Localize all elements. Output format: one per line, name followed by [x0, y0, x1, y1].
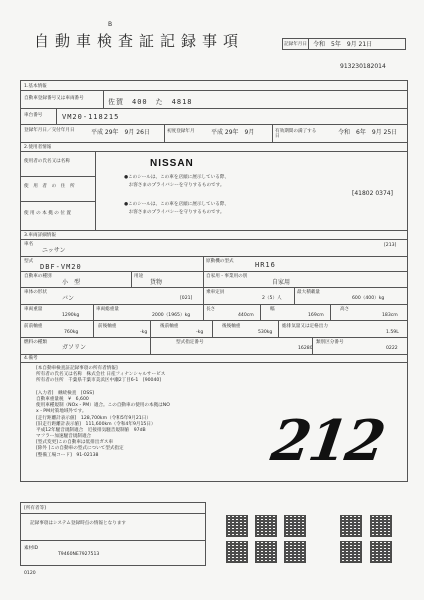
kind-label: 自動車の種別	[24, 274, 52, 279]
displacement: 1.59L	[386, 330, 399, 335]
remark-line: 所有者の住所 千葉県千葉市美浜区中瀬2丁目6-1 [90040]	[36, 378, 162, 384]
weight: 1290kg	[62, 313, 80, 318]
qr-code-9	[340, 541, 362, 563]
expiry-date: 令和 6年 9月 25日	[338, 129, 398, 136]
front-axle-label: 前前軸重	[24, 324, 43, 329]
privacy-notice-1: ●このシールは、この車を店頭に展示している際、	[124, 175, 229, 180]
qr-code-6	[226, 541, 248, 563]
qr-code-7	[255, 541, 277, 563]
remark-line: [旧走行距離計表示値] 111,600km（令和4年9月15日）	[36, 421, 156, 427]
qr-code-10	[370, 541, 392, 563]
capacity: 2（5）人	[262, 296, 282, 301]
remark-line: [入力者] 継続検査 [OSS]	[36, 390, 94, 396]
kind: 小 型	[62, 279, 81, 286]
capacity-label: 乗車定員	[206, 290, 225, 295]
first-year: 平成 29年 9月	[211, 129, 255, 136]
front-mid-axle: -kg	[140, 330, 148, 335]
reg-no-label: 自動車登録番号又は車両番号	[24, 96, 84, 101]
engine: HR16	[255, 261, 276, 269]
remark-line: [本自動車検査証記録事項の所有者情報]	[36, 366, 118, 371]
first-reg: 平成 29年 9月 26日	[91, 129, 150, 136]
section-basic: 1.基本情報	[24, 84, 47, 89]
class-no: 0222	[386, 346, 398, 351]
length: 440cm	[238, 313, 254, 318]
maker-code: [213]	[384, 243, 397, 248]
privacy-notice-2b: お客さまのプライバシーを守りするものです。	[124, 210, 225, 215]
remark-line: [型式変更]この自動車は低排出ガス車	[36, 440, 114, 446]
fuel-label: 燃料の種類	[24, 340, 47, 345]
reg-no: 佐賀 400 た 4818	[108, 98, 193, 106]
privacy-notice-2: ●このシールは、この車を店頭に展示している際、	[124, 202, 229, 207]
handwritten-number: 212	[267, 408, 388, 474]
body-code: [021]	[180, 296, 193, 301]
purpose: 自家用	[272, 279, 291, 286]
maker-label: 車名	[24, 242, 34, 247]
remark-line: x・PM対策地域外です。	[36, 409, 87, 415]
gross-weight-label: 車両総重量	[96, 307, 119, 312]
gross-weight: 2000（1965）kg	[152, 313, 191, 318]
form-letter: B	[108, 21, 113, 28]
user-address-label: 使 用 者 の 住 所	[24, 184, 75, 189]
rear-rear-axle-label: 後後軸重	[222, 324, 241, 329]
ic-label: 素材ID	[24, 546, 39, 551]
remark-line: [走行距離計表示値] 128,700km（令和5年9月21日）	[36, 415, 151, 421]
section-user: 2.使用者情報	[24, 145, 52, 150]
record-date-label: 記録年月日	[284, 42, 307, 47]
owner-box	[20, 502, 206, 566]
height-label: 高さ	[340, 307, 350, 312]
remark-line: [除外 ]この自動車の型式について型式指定	[36, 446, 124, 452]
remark-line: 使用車種規制（NOx・PM）適合。この自動車の使用の本拠はNO	[36, 403, 170, 409]
base-location-label: 使 用 の 本 拠 の 位 置	[24, 211, 71, 216]
nissan-logo: NISSAN	[150, 158, 194, 169]
remark-line: 平成12年騒音規制適合 近接排気騒音規制値 97dB	[36, 427, 146, 433]
record-date: 令和 5年 9月 21日	[313, 41, 373, 48]
max-load-label: 最大積載量	[297, 290, 320, 295]
model-label: 型式	[24, 259, 34, 264]
width-label: 幅	[270, 307, 275, 312]
maker: ニッサン	[42, 247, 66, 254]
rear-axle: -kg	[196, 330, 204, 335]
qr-code-2	[255, 515, 277, 537]
purpose-label: 自家用・事業用の別	[206, 274, 248, 279]
displacement-label: 総排気量又は定格出力	[282, 324, 328, 329]
chassis-label: 車台番号	[24, 113, 43, 118]
document-title: 自動車検査証記録事項	[34, 32, 245, 50]
doc-number: 913230182014	[340, 63, 386, 70]
user-name-label: 使用者の氏名又は名称	[24, 159, 70, 164]
page-code: 0120	[24, 571, 36, 576]
width: 169cm	[308, 313, 324, 318]
expiry-label: 有効期間の満了する日	[275, 129, 317, 140]
model: DBF-VM20	[40, 263, 82, 271]
first-year-label: 初度登録年月	[167, 129, 195, 134]
qr-code-4	[340, 515, 362, 537]
privacy-notice-1b: お客さまのプライバシーを守りするものです。	[124, 183, 225, 188]
remark-line: [整備工場コード] 91-02138	[36, 452, 99, 458]
qr-code-5	[370, 515, 392, 537]
weight-label: 車両重量	[24, 307, 43, 312]
engine-label: 原動機の型式	[206, 259, 234, 264]
remark-line: 自動車重量税 ¥ 6,600	[36, 396, 89, 402]
length-label: 長さ	[206, 307, 216, 312]
first-reg-label: 登録年月日／交付年月日	[24, 128, 75, 133]
fuel: ガソリン	[62, 344, 87, 351]
remark-line: マフラー加速騒音規制適合	[36, 434, 92, 440]
max-load: 600（400）kg	[352, 296, 385, 301]
section-remarks: 4.備考	[24, 356, 38, 361]
type-no-label: 型式指定番号	[176, 340, 204, 345]
qr-code-1	[226, 515, 248, 537]
class-no-label: 類別区分番号	[316, 340, 344, 345]
owner-note: 記録事項はシステム登録時点の情報となります	[30, 521, 127, 526]
front-axle: 760kg	[64, 330, 79, 335]
owner-section: [所有者等]	[24, 506, 46, 511]
body: バン	[62, 295, 75, 302]
type-no: 16280	[298, 346, 313, 351]
remarks-list	[36, 366, 256, 459]
height: 183cm	[382, 313, 398, 318]
chassis-number: VM20-118215	[62, 113, 120, 121]
use-label: 用途	[134, 274, 144, 279]
user-code: [41802 0374]	[352, 190, 393, 197]
qr-code-3	[284, 515, 306, 537]
qr-code-8	[284, 541, 306, 563]
section-vehicle: 3.車両詳細情報	[24, 233, 56, 238]
ic-value: T9460NE7927513	[58, 552, 100, 557]
use: 貨物	[150, 279, 163, 286]
body-label: 車体の形状	[24, 290, 47, 295]
front-mid-axle-label: 前後軸重	[98, 324, 117, 329]
rear-rear-axle: 530kg	[258, 330, 273, 335]
remark-line: 所有者の氏名又は名称 株式会社 日産フィナンシャルサービス	[36, 372, 166, 378]
rear-axle-label: 後前軸重	[160, 324, 179, 329]
